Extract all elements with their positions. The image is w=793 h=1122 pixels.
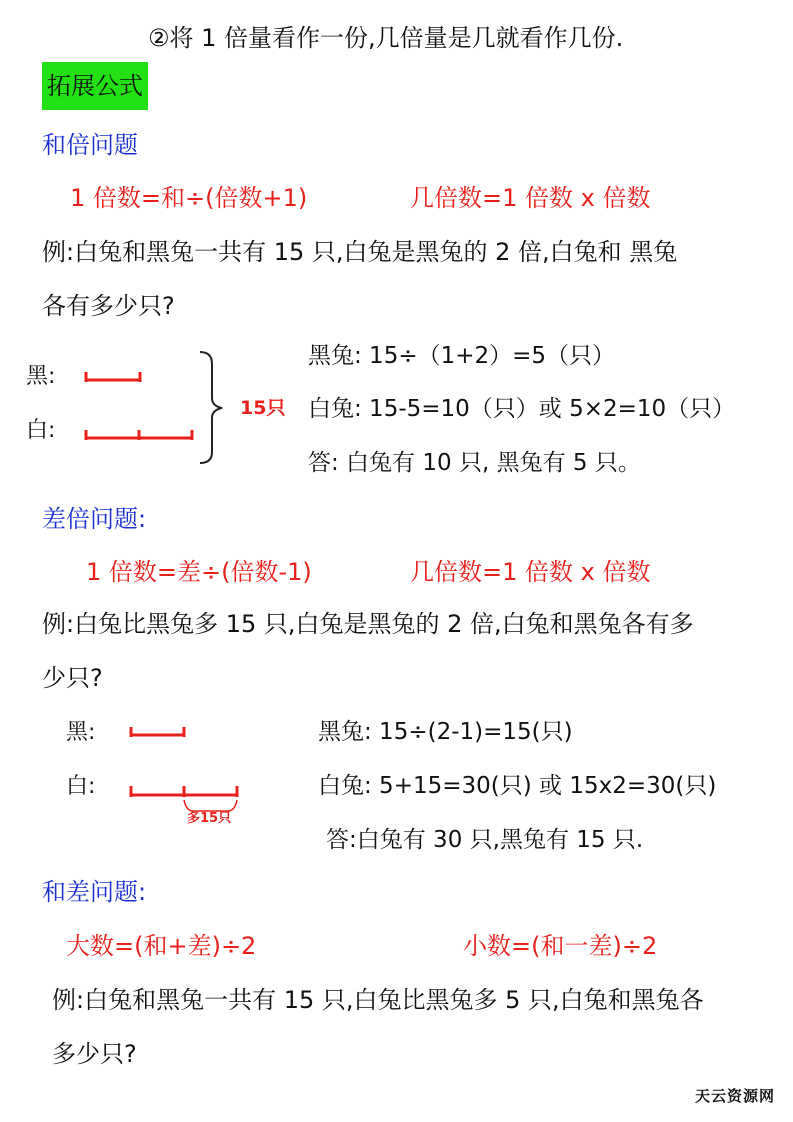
diff-solution-line1: 黑兔: 15÷(2-1)=15(只) <box>318 719 573 745</box>
diff-diagram-label-white: 白: <box>66 774 96 799</box>
section-tag: 拓展公式 <box>42 62 148 110</box>
diff-white-segment <box>131 786 237 797</box>
sum-multiple-example-line1: 例:白兔和黑兔一共有 15 只,白兔是黑兔的 2 倍,白兔和 黑兔 <box>42 238 678 266</box>
sum-multiple-formula-right: 几倍数=1 倍数 x 倍数 <box>410 184 651 212</box>
sum-diagram-label-white: 白: <box>26 418 56 443</box>
sum-multiple-heading: 和倍问题 <box>42 131 138 159</box>
sum-diff-formula-right: 小数=(和一差)÷2 <box>463 932 658 960</box>
sum-multiple-example-line2: 各有多少只? <box>42 292 175 320</box>
diff-multiple-example-line2: 少只? <box>42 664 103 692</box>
watermark: 天云资源网 <box>695 1087 776 1105</box>
diff-solution-line2: 白兔: 5+15=30(只) 或 15x2=30(只) <box>318 773 717 799</box>
diff-multiple-heading: 差倍问题: <box>42 505 147 533</box>
sum-diagram-label-black: 黑: <box>26 364 56 389</box>
diff-multiple-example-line1: 例:白兔比黑兔多 15 只,白兔是黑兔的 2 倍,白兔和黑兔各有多 <box>42 610 694 638</box>
sum-diff-formula-left: 大数=(和+差)÷2 <box>66 932 257 960</box>
sum-diff-example-line2: 多少只? <box>52 1040 137 1068</box>
sum-diff-heading: 和差问题: <box>42 878 147 906</box>
sum-solution-line1: 黑兔: 15÷（1+2）=5（只） <box>308 343 616 369</box>
sum-brace-label: 15只 <box>240 397 286 419</box>
sum-multiple-formula-left: 1 倍数=和÷(倍数+1) <box>70 184 308 212</box>
diff-extra-label: 多15只 <box>187 811 232 826</box>
diff-multiple-formula-right: 几倍数=1 倍数 x 倍数 <box>410 558 651 586</box>
intro-line: ②将 1 倍量看作一份,几倍量是几就看作几份. <box>148 24 624 52</box>
sum-solution-line2: 白兔: 15-5=10（只）或 5×2=10（只） <box>308 396 736 422</box>
sum-solution-line3: 答: 白兔有 10 只, 黑兔有 5 只。 <box>308 450 641 476</box>
diff-black-segment <box>131 727 184 737</box>
sum-diff-example-line1: 例:白兔和黑兔一共有 15 只,白兔比黑兔多 5 只,白兔和黑兔各 <box>52 986 704 1014</box>
diff-solution-line3: 答:白兔有 30 只,黑兔有 15 只. <box>326 827 644 853</box>
diff-extra-brace <box>184 800 237 811</box>
diff-multiple-formula-left: 1 倍数=差÷(倍数-1) <box>86 558 312 586</box>
diff-diagram-label-black: 黑: <box>66 720 96 745</box>
